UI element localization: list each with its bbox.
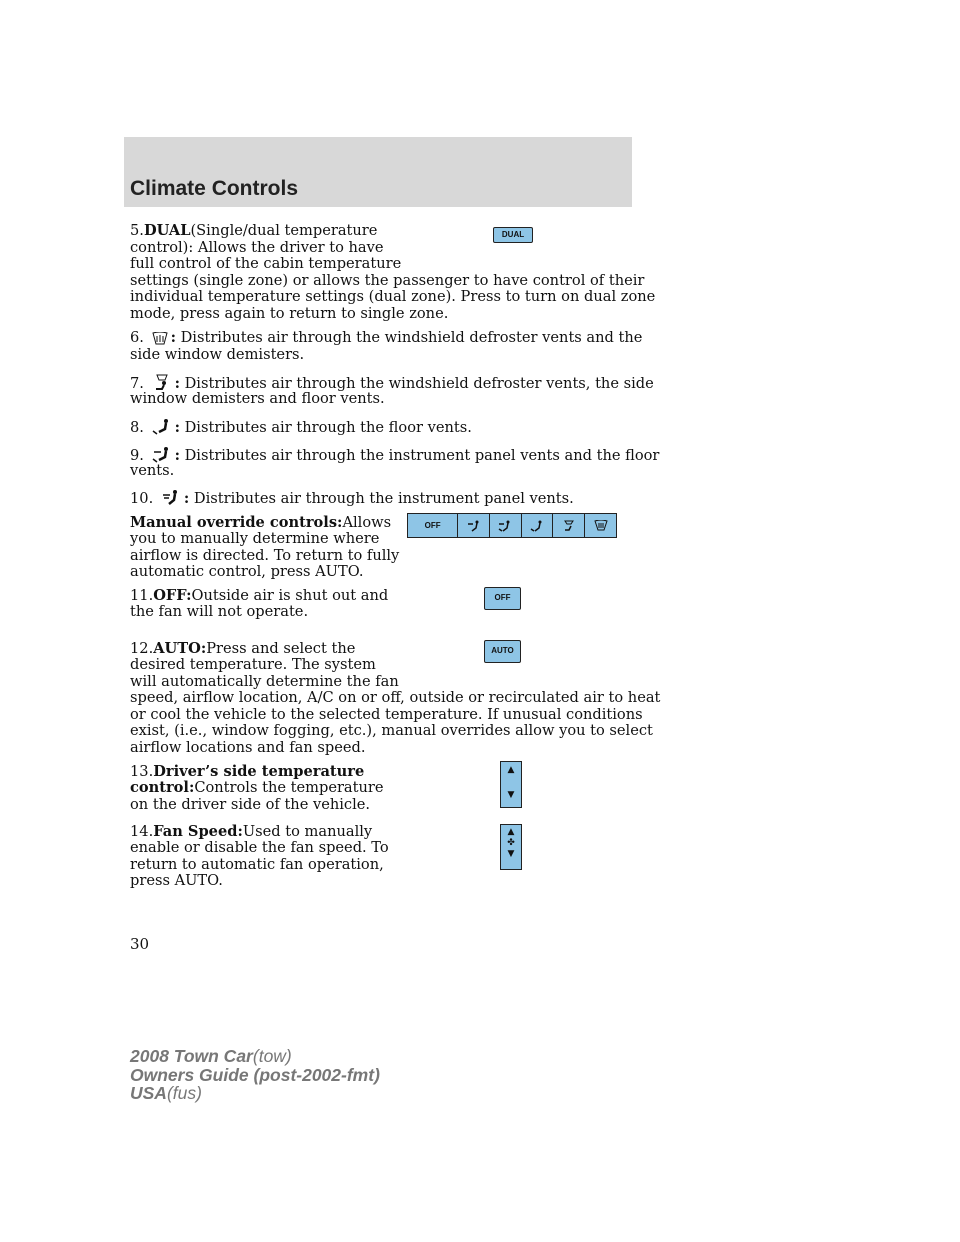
item-5-line2: control): Allows the driver to have bbox=[130, 239, 384, 256]
manual-line1: Manual override controls:Allows bbox=[130, 514, 392, 531]
panel-vent-icon bbox=[160, 489, 182, 512]
item-12-line3: will automatically determine the fan bbox=[130, 673, 399, 690]
item-14-line4: press AUTO. bbox=[130, 872, 223, 889]
item-10-line1: 10. : Distributes air through the instrument panel vents. bbox=[130, 489, 574, 512]
strip-off-button: OFF bbox=[424, 521, 441, 530]
item-12-line7: airflow locations and fan speed. bbox=[130, 739, 366, 756]
manual-line3: airflow is directed. To return to fully bbox=[130, 547, 400, 564]
item-7-line2: window demisters and floor vents. bbox=[130, 390, 385, 407]
footer-line2: Owners Guide (post-2002-fmt) bbox=[130, 1064, 380, 1085]
item-5-line1: 5.DUAL(Single/dual temperature bbox=[130, 222, 378, 239]
item-13-line3: on the driver side of the vehicle. bbox=[130, 796, 371, 813]
footer-line1: 2008 Town Car(tow) bbox=[130, 1046, 292, 1066]
strip-floor-vent-icon bbox=[521, 514, 553, 537]
fan-down-arrow-icon: ▼ bbox=[507, 849, 515, 859]
section-header bbox=[124, 137, 632, 207]
item-12-line4: speed, airflow location, A/C on or off, outside or recirculated air to heat bbox=[130, 689, 661, 706]
dual-button: DUAL bbox=[493, 227, 533, 243]
item-11-line2: the fan will not operate. bbox=[130, 603, 309, 620]
item-5-line6: mode, press again to return to single zone. bbox=[130, 305, 449, 322]
footer bbox=[130, 1047, 380, 1103]
fan-speed-rocker bbox=[500, 824, 522, 870]
item-6-line1: 6. : Distributes air through the windshield defroster vents and the bbox=[130, 330, 642, 351]
item-12-line5: or cool the vehicle to the selected temperature. If unusual conditions bbox=[130, 706, 643, 723]
item-14-line3: return to automatic fan operation, bbox=[130, 856, 384, 873]
item-14-line1: 14.Fan Speed:Used to manually bbox=[130, 823, 373, 840]
off-button: OFF bbox=[484, 587, 521, 610]
strip-defrost-floor-icon bbox=[552, 514, 584, 537]
item-5-line4: settings (single zone) or allows the passenger to have control of their bbox=[130, 272, 645, 289]
footer-line3: USA(fus) bbox=[130, 1083, 202, 1103]
item-13-line2: control:Controls the temperature bbox=[130, 779, 384, 796]
item-11-line1: 11.OFF:Outside air is shut out and bbox=[130, 587, 389, 604]
item-9-line1: 9. : Distributes air through the instrument panel vents and the floor bbox=[130, 446, 659, 469]
item-13-line1: 13.Driver’s side temperature bbox=[130, 763, 365, 780]
item-12-line6: exist, (i.e., window fogging, etc.), manual overrides allow you to select bbox=[130, 722, 653, 739]
fan-icon: ✤ bbox=[507, 838, 515, 848]
temp-up-arrow-icon: ▲ bbox=[507, 765, 515, 775]
auto-button: AUTO bbox=[484, 640, 521, 663]
page-number: 30 bbox=[130, 935, 150, 953]
item-5-line5: individual temperature settings (dual zone). Press to turn on dual zone bbox=[130, 288, 656, 305]
section-title: Climate Controls bbox=[130, 177, 299, 200]
fan-up-arrow-icon: ▲ bbox=[507, 827, 515, 837]
item-14-line2: enable or disable the fan speed. To bbox=[130, 839, 389, 856]
item-9-line2: vents. bbox=[130, 462, 175, 479]
temp-down-arrow-icon: ▼ bbox=[507, 790, 515, 800]
manual-override-strip bbox=[407, 513, 617, 538]
item-7-line1: 7. : Distributes air through the windshield defroster vents, the side bbox=[130, 374, 654, 397]
item-8-line1: 8. : Distributes air through the floor vents. bbox=[130, 418, 472, 441]
floor-vent-icon bbox=[151, 418, 173, 441]
item-5-line3: full control of the cabin temperature bbox=[130, 255, 402, 272]
strip-panel-floor-vent-icon bbox=[489, 514, 521, 537]
driver-temp-rocker bbox=[500, 761, 522, 808]
strip-panel-vent-icon bbox=[457, 514, 489, 537]
strip-windshield-defrost-icon bbox=[584, 514, 616, 537]
item-12-line1: 12.AUTO:Press and select the bbox=[130, 640, 356, 657]
manual-line2: you to manually determine where bbox=[130, 530, 380, 547]
item-6-line2: side window demisters. bbox=[130, 346, 305, 363]
manual-line4: automatic control, press AUTO. bbox=[130, 563, 364, 580]
item-12-line2: desired temperature. The system bbox=[130, 656, 376, 673]
